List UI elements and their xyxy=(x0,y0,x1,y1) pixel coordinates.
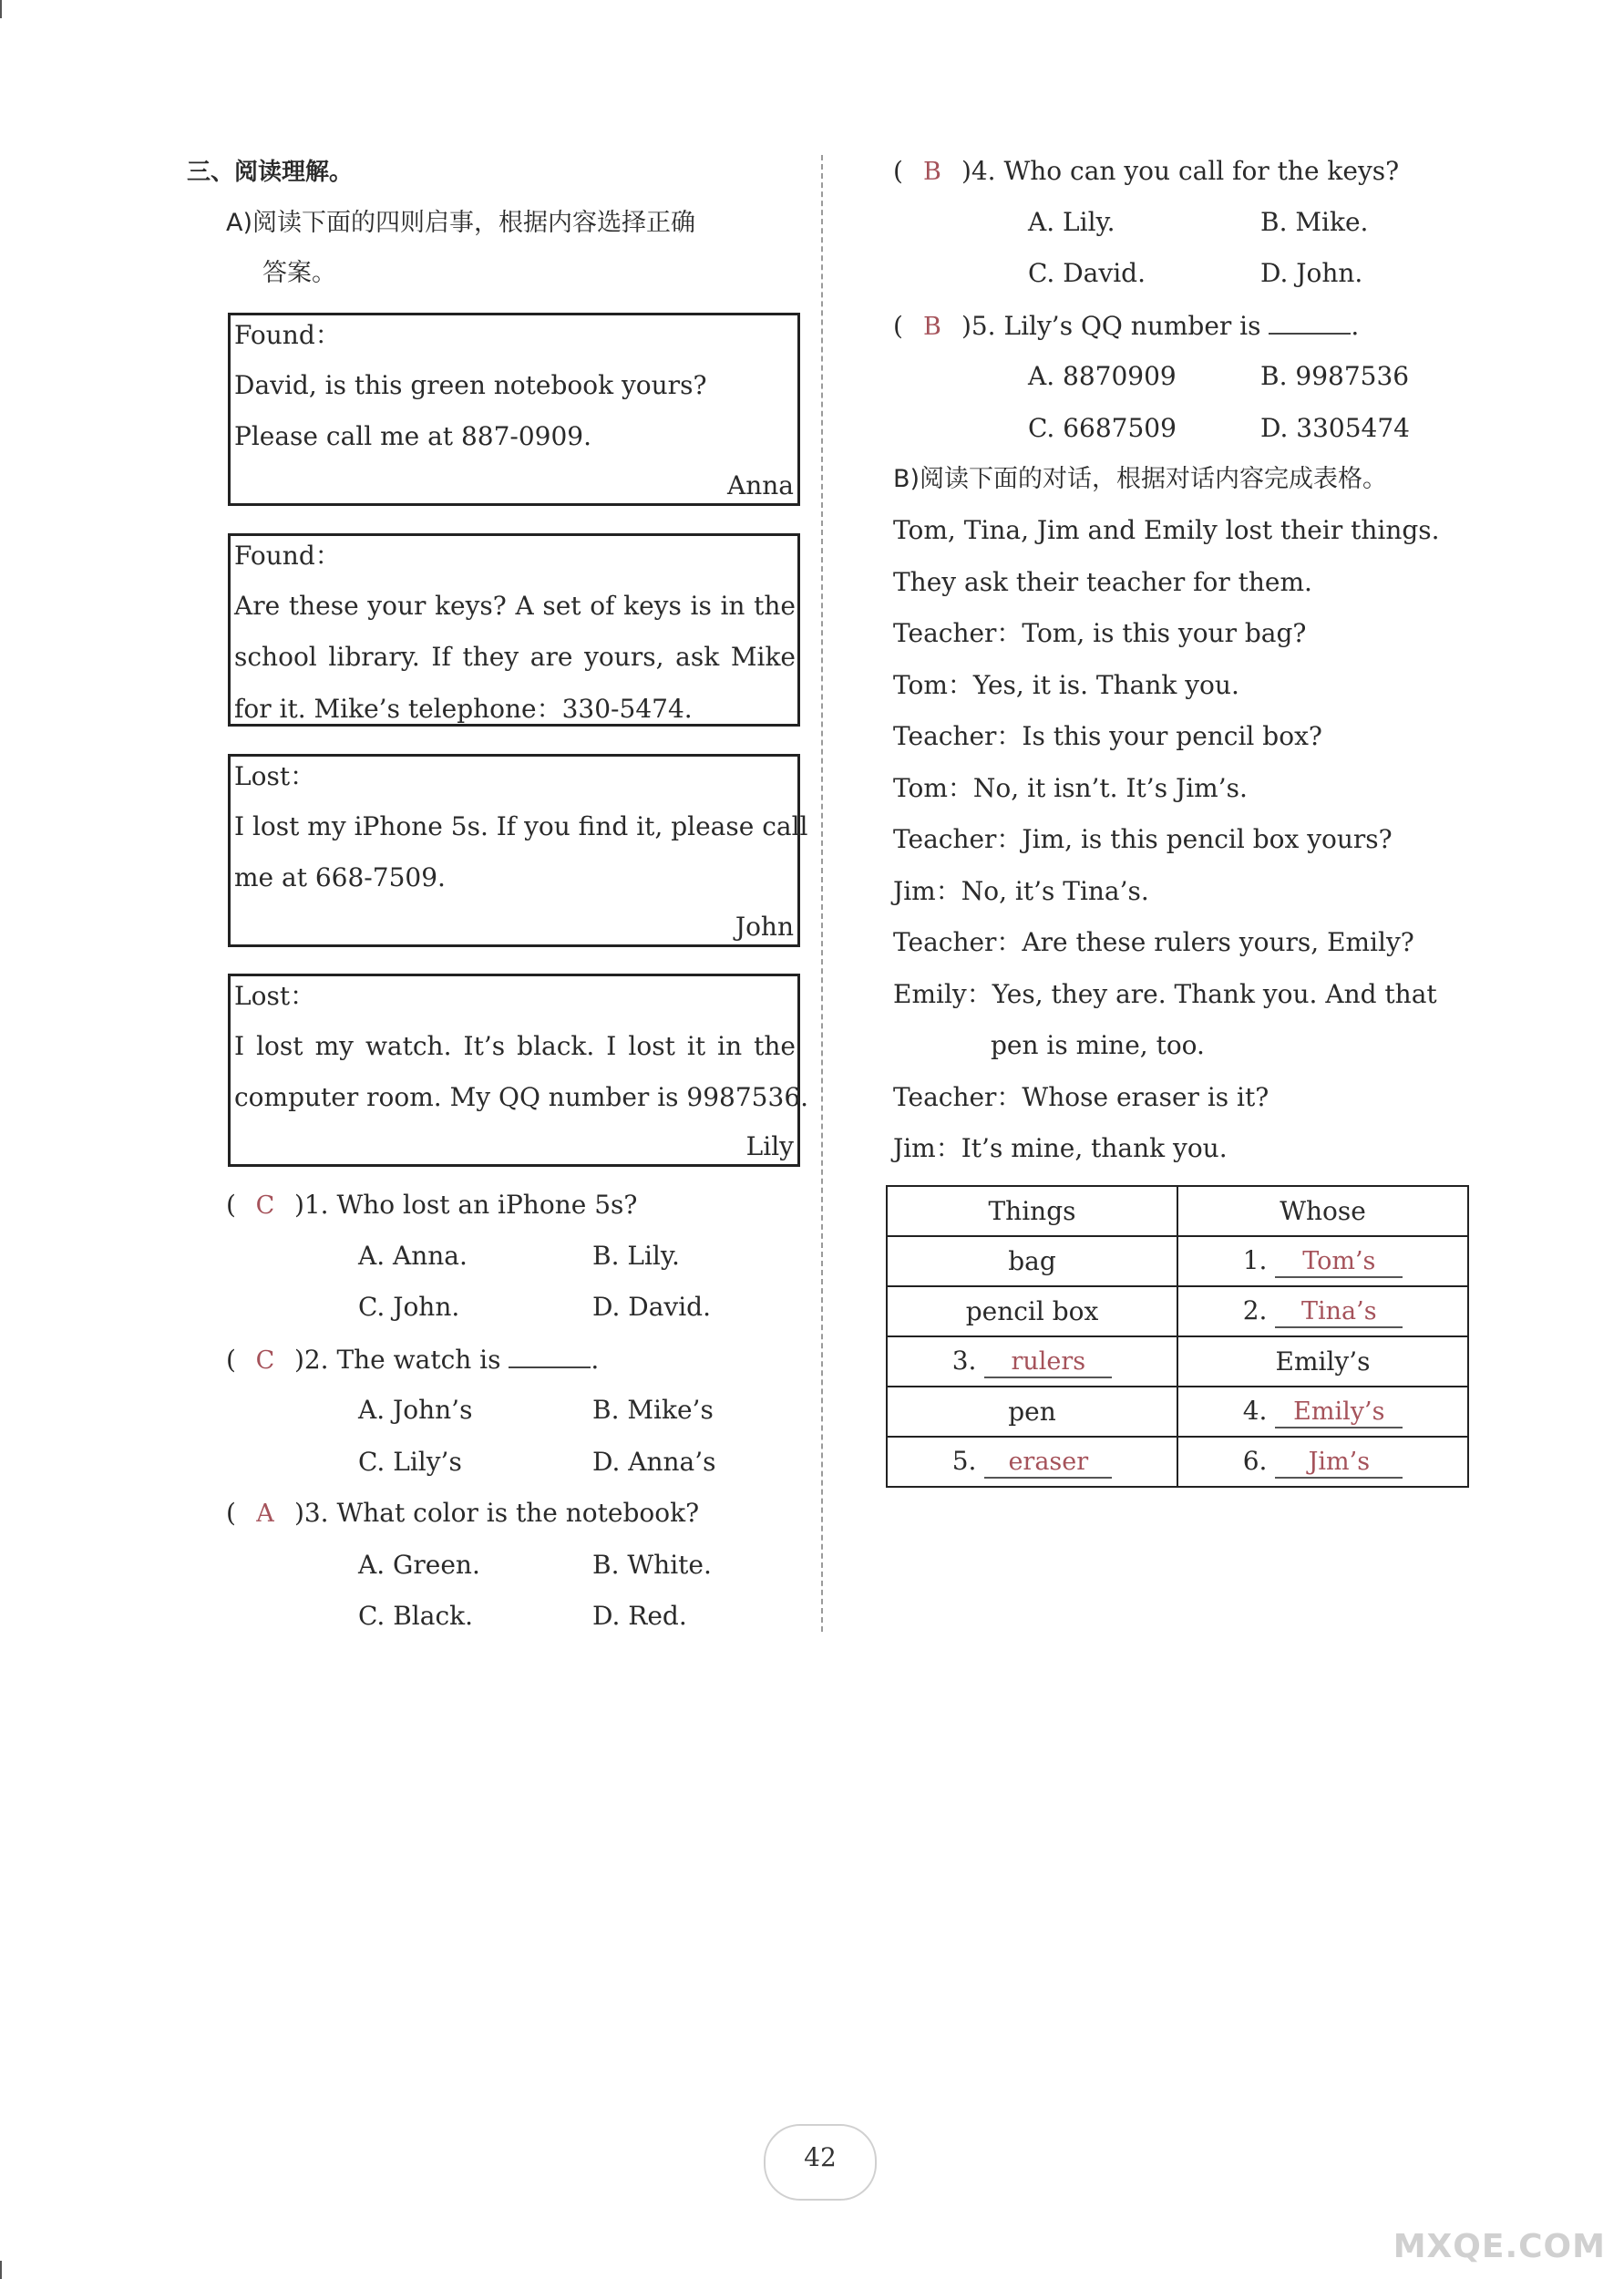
dialogue-line: Teacher：Is this your pencil box? xyxy=(893,721,1322,751)
option: D. David. xyxy=(592,1292,711,1322)
item-number: 6. xyxy=(1242,1445,1268,1476)
option: A. Anna. xyxy=(358,1241,468,1271)
part-b-intro: Tom, Tina, Jim and Emily lost their things. xyxy=(893,515,1440,545)
table-row xyxy=(887,1387,1468,1437)
option: C. David. xyxy=(1028,258,1146,288)
part-a-instruction: A)阅读下面的四则启事，根据内容选择正确 xyxy=(226,209,696,237)
notice-lost-watch xyxy=(228,974,809,1167)
item-number: 4. xyxy=(1242,1395,1268,1426)
notice-line: I lost my iPhone 5s. If you find it, please call xyxy=(234,811,808,841)
answer-fill: Jim’s xyxy=(1275,1448,1403,1479)
cell-thing xyxy=(887,1437,1177,1487)
answer-fill: Tina’s xyxy=(1275,1297,1403,1328)
option: C. John. xyxy=(358,1292,460,1322)
column-divider xyxy=(821,155,823,1632)
cell-thing: bag xyxy=(887,1236,1177,1286)
answer-3: A xyxy=(256,1500,274,1528)
notice-line: school library. If they are yours, ask Mike xyxy=(234,642,796,672)
page-number: 42 xyxy=(764,2124,877,2201)
answer-5: B xyxy=(923,313,941,341)
question-5 xyxy=(893,307,1359,345)
option: A. Lily. xyxy=(1028,207,1115,237)
question-4 xyxy=(893,153,1399,191)
watermark: MXQE.COM xyxy=(1393,2228,1606,2265)
question-stem: )5. Lily’s QQ number is xyxy=(961,311,1261,341)
option: D. John. xyxy=(1260,258,1363,288)
paren-open: ( xyxy=(893,311,903,341)
option: A. John’s xyxy=(358,1395,473,1425)
answer-blank xyxy=(509,1341,591,1368)
notice-signature: John xyxy=(735,912,794,942)
cell-whose xyxy=(1177,1286,1468,1336)
part-b-intro: They ask their teacher for them. xyxy=(893,567,1312,597)
cell-whose: Emily’s xyxy=(1177,1336,1468,1387)
dialogue-line: Jim：No, it’s Tina’s. xyxy=(893,876,1149,906)
header-whose: Whose xyxy=(1177,1186,1468,1236)
item-number: 3. xyxy=(951,1345,977,1376)
dialogue-line: pen is mine, too. xyxy=(991,1030,1205,1060)
dialogue-line: Teacher：Whose eraser is it? xyxy=(893,1082,1269,1112)
notice-heading: Lost： xyxy=(234,761,316,791)
section-title: 三、阅读理解。 xyxy=(187,159,354,186)
dialogue-line: Emily：Yes, they are. Thank you. And that xyxy=(893,979,1437,1009)
option: C. 6687509 xyxy=(1028,413,1177,443)
question-2 xyxy=(226,1341,599,1379)
option: B. Lily. xyxy=(592,1241,680,1271)
answer-2: C xyxy=(255,1346,275,1375)
item-number: 5. xyxy=(951,1445,977,1476)
part-b-instruction: B)阅读下面的对话，根据对话内容完成表格。 xyxy=(893,465,1388,493)
notice-line: I lost my watch. It’s black. I lost it in the xyxy=(234,1031,796,1061)
cell-thing xyxy=(887,1336,1177,1387)
notice-signature: Anna xyxy=(727,470,794,500)
option: A. 8870909 xyxy=(1028,361,1177,391)
table-row xyxy=(887,1336,1468,1387)
question-stem: )2. The watch is xyxy=(293,1345,501,1375)
notice-heading: Found： xyxy=(234,541,341,571)
notice-line: for it. Mike’s telephone：330-5474. xyxy=(234,694,693,724)
dialogue-line: Teacher：Tom, is this your bag? xyxy=(893,618,1307,648)
cell-whose xyxy=(1177,1387,1468,1437)
dialogue-line: Teacher：Are these rulers yours, Emily? xyxy=(893,927,1414,957)
answer-fill: Tom’s xyxy=(1275,1247,1403,1278)
option: D. Red. xyxy=(592,1601,687,1631)
question-stem: )3. What color is the notebook? xyxy=(293,1498,700,1528)
cell-thing: pen xyxy=(887,1387,1177,1437)
question-3 xyxy=(226,1495,699,1532)
notice-line: computer room. My QQ number is 9987536. xyxy=(234,1082,809,1112)
answer-1: C xyxy=(255,1191,275,1220)
cell-thing: pencil box xyxy=(887,1286,1177,1336)
option: D. Anna’s xyxy=(592,1447,716,1477)
answer-fill: eraser xyxy=(984,1448,1112,1479)
dialogue-line: Tom：Yes, it is. Thank you. xyxy=(893,670,1239,700)
option: D. 3305474 xyxy=(1260,413,1410,443)
answer-fill: rulers xyxy=(984,1347,1112,1378)
crop-mark xyxy=(0,2261,2,2279)
option: B. Mike’s xyxy=(592,1395,714,1425)
option: C. Lily’s xyxy=(358,1447,462,1477)
table-row xyxy=(887,1286,1468,1336)
option: B. White. xyxy=(592,1550,712,1580)
header-things: Things xyxy=(887,1186,1177,1236)
option: A. Green. xyxy=(358,1550,480,1580)
item-number: 1. xyxy=(1242,1244,1268,1275)
notice-line: Please call me at 887-0909. xyxy=(234,421,592,451)
things-table xyxy=(886,1185,1469,1488)
paren-open: ( xyxy=(226,1498,236,1528)
dialogue-line: Teacher：Jim, is this pencil box yours? xyxy=(893,824,1393,854)
table-row xyxy=(887,1437,1468,1487)
part-a-instruction-cont: 答案。 xyxy=(262,259,336,287)
option: B. Mike. xyxy=(1260,207,1369,237)
notice-heading: Lost： xyxy=(234,981,316,1011)
stem-end: . xyxy=(591,1345,600,1375)
table-header-row xyxy=(887,1186,1468,1236)
notice-found-keys xyxy=(228,533,800,727)
stem-end: . xyxy=(1351,311,1360,341)
notice-heading: Found： xyxy=(234,320,341,350)
table-row xyxy=(887,1236,1468,1286)
cell-whose xyxy=(1177,1437,1468,1487)
notice-lost-iphone xyxy=(228,754,808,947)
dialogue-line: Jim：It’s mine, thank you. xyxy=(893,1133,1228,1163)
notice-line: me at 668-7509. xyxy=(234,862,446,892)
notice-line: Are these your keys? A set of keys is in the xyxy=(234,591,796,621)
notice-line: David, is this green notebook yours? xyxy=(234,370,707,400)
answer-blank xyxy=(1269,307,1351,335)
item-number: 2. xyxy=(1242,1294,1268,1325)
option: B. 9987536 xyxy=(1260,361,1410,391)
dialogue-line: Tom：No, it isn’t. It’s Jim’s. xyxy=(893,773,1248,803)
notice-signature: Lily xyxy=(745,1131,794,1161)
paren-open: ( xyxy=(226,1190,236,1220)
option: C. Black. xyxy=(358,1601,473,1631)
paren-open: ( xyxy=(893,156,903,186)
cell-whose xyxy=(1177,1236,1468,1286)
answer-fill: Emily’s xyxy=(1275,1397,1403,1428)
answer-4: B xyxy=(923,158,941,186)
crop-mark xyxy=(0,0,2,18)
question-stem: )1. Who lost an iPhone 5s? xyxy=(293,1190,638,1220)
question-1 xyxy=(226,1187,637,1224)
notice-found-notebook xyxy=(228,313,800,506)
paren-open: ( xyxy=(226,1345,236,1375)
question-stem: )4. Who can you call for the keys? xyxy=(961,156,1400,186)
